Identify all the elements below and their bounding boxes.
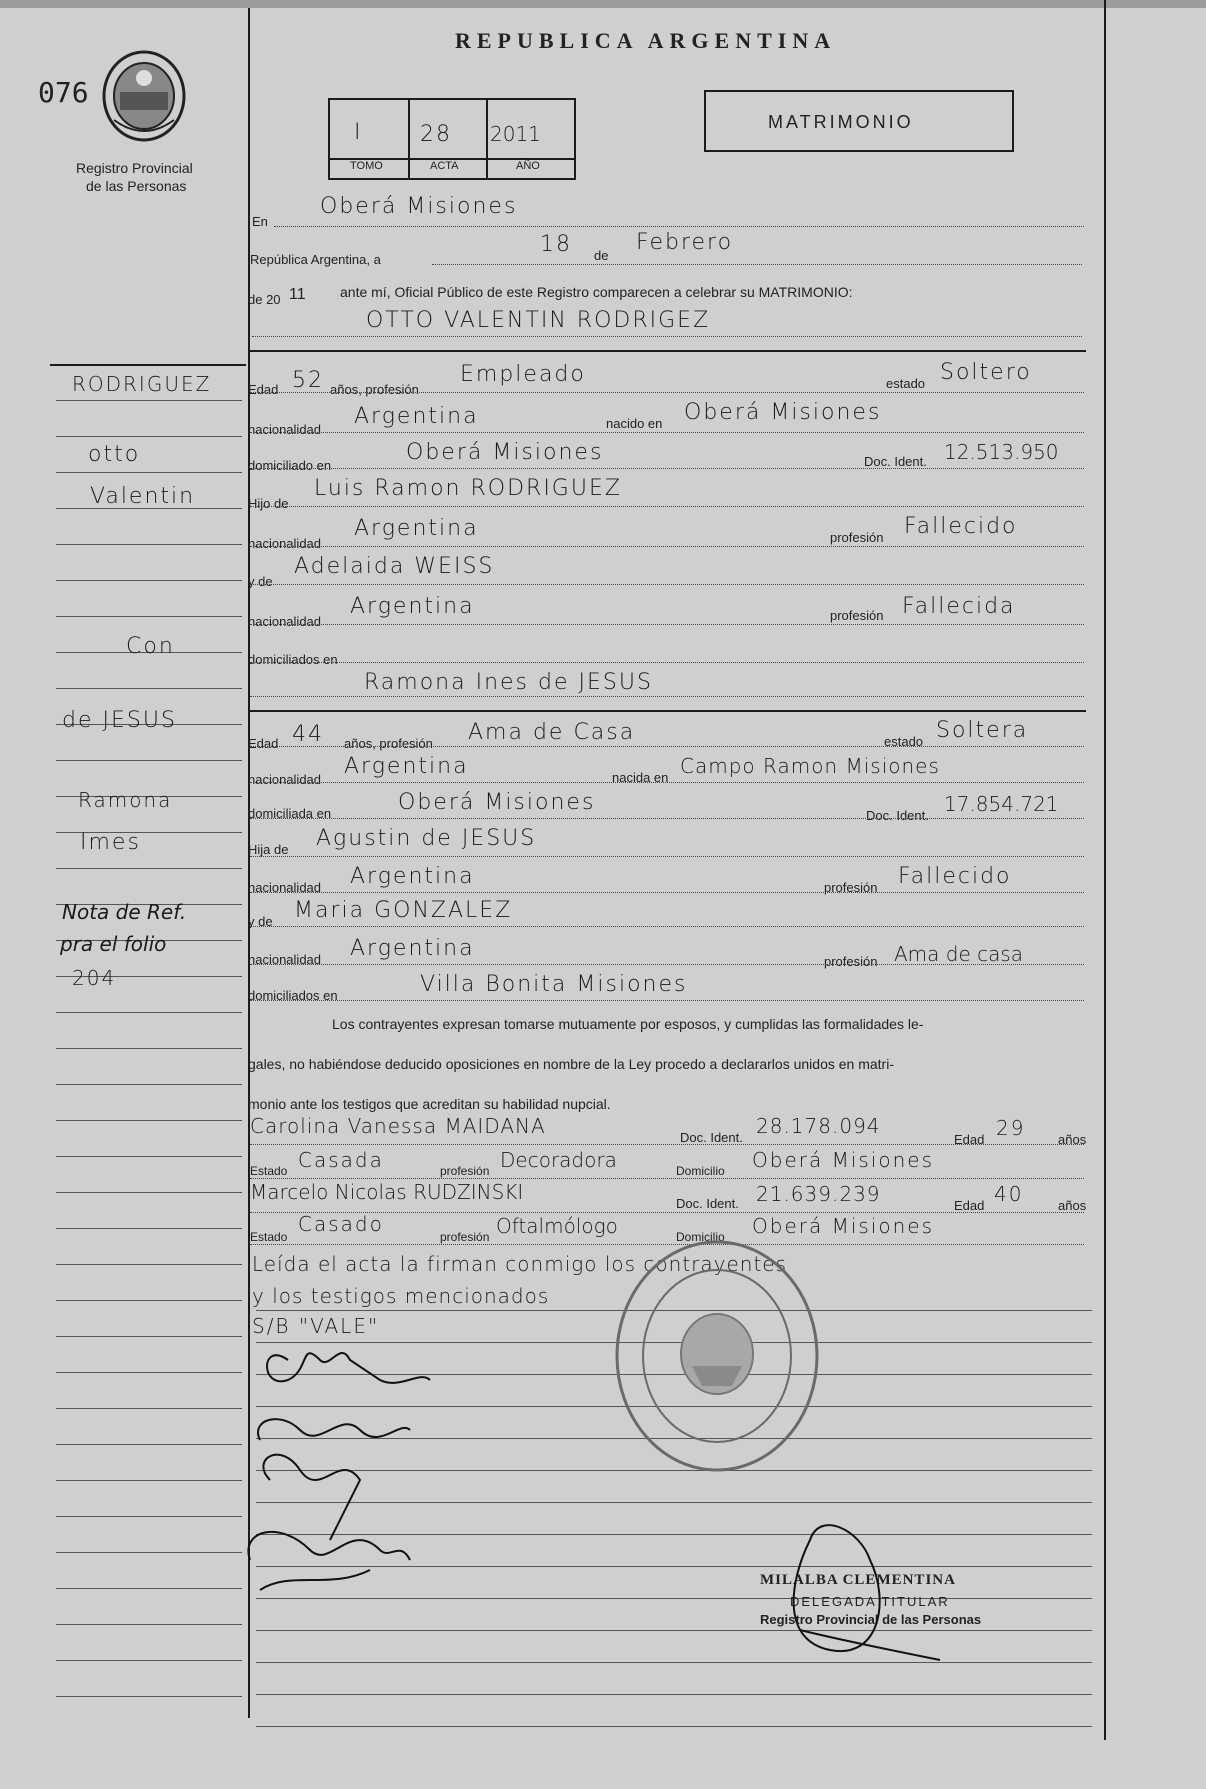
provincial-seal-icon — [100, 46, 188, 146]
de-label: de — [594, 248, 609, 263]
groom-yde-label: y de — [248, 574, 273, 589]
margin-note-1: Nota de Ref. — [62, 900, 187, 924]
margin-de-jesus: de JESUS — [62, 708, 177, 733]
declaration-line-1: Los contrayentes expresan tomarse mutuamente por esposos, y cumplidas las formalidades le- — [332, 1016, 924, 1032]
witness2-estado-label: Estado — [250, 1230, 288, 1244]
margin-surname: RODRIGUEZ — [72, 372, 212, 396]
witness1-estado-label: Estado — [250, 1164, 288, 1178]
bride-madre-nac: Argentina — [350, 936, 475, 961]
witness2-profesion: Oftalmólogo — [496, 1214, 618, 1238]
witness1-anos-label: años — [1058, 1132, 1087, 1147]
margin-ruled-line — [56, 1336, 242, 1337]
margin-ruled-line — [56, 1624, 242, 1625]
bride-hija-label: Hija de — [248, 842, 289, 857]
witness1-domicilio-label: Domicilio — [676, 1164, 725, 1178]
groom-padre-prof: Fallecido — [904, 514, 1018, 539]
margin-con: Con — [126, 634, 175, 659]
bride-domiciliados-label: domiciliados en — [248, 988, 338, 1003]
bride-edad: 44 — [292, 722, 324, 747]
closing-line-2: y los testigos mencionados — [252, 1284, 550, 1308]
groom-profesion-label: años, profesión — [330, 382, 419, 397]
bride-doc-label: Doc. Ident. — [866, 808, 929, 823]
page-top-edge — [0, 0, 1206, 8]
margin-ruled-line — [56, 1228, 242, 1229]
groom-edad: 52 — [292, 368, 324, 393]
groom-padre: Luis Ramon RODRIGUEZ — [314, 476, 622, 501]
groom-doc: 12.513.950 — [944, 440, 1059, 464]
margin-ruled-line — [56, 1588, 242, 1589]
bride-nac-label: nacionalidad — [248, 772, 322, 787]
groom-nac-label: nacionalidad — [248, 422, 322, 437]
margin-ruled-line — [56, 400, 242, 401]
margin-ruled-line — [56, 1264, 242, 1265]
margin-note-2: pra el folio — [60, 932, 167, 956]
witness2-doc-label: Doc. Ident. — [676, 1196, 739, 1211]
bride-dom-label: domiciliada en — [248, 806, 332, 821]
bride-nacida-label: nacida en — [612, 770, 669, 785]
margin-ruled-line — [56, 1084, 242, 1085]
groom-madre-prof-label: profesión — [830, 608, 884, 623]
officer-name: MILALBA CLEMENTINA — [760, 1572, 956, 1588]
tomo-value: I — [354, 120, 363, 145]
ano-value: 2011 — [490, 122, 541, 146]
acta-label: ACTA — [430, 160, 459, 172]
marriage-place: Oberá Misiones — [320, 194, 518, 219]
witness2-prof-label: profesión — [440, 1230, 490, 1244]
groom-doc-label: Doc. Ident. — [864, 454, 927, 469]
margin-ruled-line — [56, 1516, 242, 1517]
declaration-line-3: monio ante los testigos que acreditan su habilidad nupcial. — [248, 1096, 611, 1112]
declaration-line-2: gales, no habiéndose deducido oposiciones en nombre de la Ley procedo a declararlos unidos en matri- — [248, 1056, 894, 1072]
margin-ruled-line — [56, 472, 242, 473]
witness2-edad-label: Edad — [954, 1198, 985, 1213]
witness1-edad: 29 — [996, 1116, 1026, 1140]
closing-line-3: S/B "VALE" — [252, 1314, 380, 1338]
bride-nacionalidad: Argentina — [344, 754, 469, 779]
margin-ines: Imes — [80, 830, 141, 855]
bride-profesion: Ama de Casa — [468, 720, 636, 745]
republica-label: República Argentina, a — [250, 252, 381, 267]
groom-padre-nac-label: nacionalidad — [248, 536, 322, 551]
bride-section-rule — [250, 710, 1086, 712]
groom-padre-nac: Argentina — [354, 516, 479, 541]
margin-ruled-line — [56, 688, 242, 689]
officer-signature — [760, 1500, 960, 1670]
groom-madre-nac: Argentina — [350, 594, 475, 619]
bride-yde-label: y de — [248, 914, 273, 929]
bride-madre-nac-label: nacionalidad — [248, 952, 322, 967]
groom-domiciliados-label: domiciliados en — [248, 652, 338, 667]
groom-dom-label: domiciliado en — [248, 458, 332, 473]
margin-ruled-line — [56, 580, 242, 581]
margin-ramona: Ramona — [78, 788, 173, 812]
groom-edad-label: Edad — [248, 382, 279, 397]
record-type-box — [704, 90, 1014, 152]
body-ruled-line — [256, 1662, 1092, 1663]
record-type: MATRIMONIO — [768, 112, 914, 132]
groom-madre: Adelaida WEISS — [294, 554, 495, 579]
official-stamp — [612, 1236, 822, 1476]
groom-full-name: OTTO VALENTIN RODRIGEZ — [366, 308, 711, 333]
margin-ruled-line — [56, 436, 242, 437]
groom-estado: Soltero — [940, 360, 1032, 385]
margin-ruled-line — [56, 1300, 242, 1301]
margin-ruled-line — [56, 1372, 242, 1373]
bride-profesion-label: años, profesión — [344, 736, 433, 751]
witness2-doc: 21.639.239 — [756, 1182, 881, 1206]
groom-madre-nac-label: nacionalidad — [248, 614, 322, 629]
marriage-month: Febrero — [636, 230, 734, 255]
officer-office: Registro Provincial de las Personas — [760, 1612, 982, 1627]
margin-ruled-line — [56, 760, 242, 761]
bride-padre-nac-label: nacionalidad — [248, 880, 322, 895]
bride-doc: 17.854.721 — [944, 792, 1059, 816]
en-label: En — [252, 214, 268, 229]
groom-section-rule — [250, 350, 1086, 352]
witness2-name: Marcelo Nicolas RUDZINSKI — [250, 1180, 524, 1204]
margin-ruled-line — [56, 1156, 242, 1157]
witness1-domicilio: Oberá Misiones — [752, 1148, 935, 1172]
margin-ruled-line — [56, 1480, 242, 1481]
groom-padre-prof-label: profesión — [830, 530, 884, 545]
witness1-edad-label: Edad — [954, 1132, 985, 1147]
margin-ruled-line — [56, 544, 242, 545]
margin-ruled-line — [56, 1012, 242, 1013]
margin-given2: Valentin — [90, 484, 196, 509]
acta-value: 28 — [420, 122, 452, 147]
margin-ruled-line — [56, 616, 242, 617]
folio-number: 076 — [38, 76, 89, 109]
witness2-domicilio-label: Domicilio — [676, 1230, 725, 1244]
ante-text: ante mí, Oficial Público de este Registro comparecen a celebrar su MATRIMONIO: — [340, 284, 853, 300]
margin-ruled-line — [56, 868, 242, 869]
margin-ruled-line — [56, 1444, 242, 1445]
groom-nacionalidad: Argentina — [354, 404, 479, 429]
groom-nacido-label: nacido en — [606, 416, 663, 431]
bride-domiciliada: Oberá Misiones — [398, 790, 596, 815]
witness1-doc: 28.178.094 — [756, 1114, 881, 1138]
margin-given1: otto — [88, 442, 141, 467]
witness1-profesion: Decoradora — [500, 1148, 617, 1172]
bride-domiciliados: Villa Bonita Misiones — [420, 972, 688, 997]
bride-nacida: Campo Ramon Misiones — [680, 754, 940, 778]
body-ruled-line — [256, 1694, 1092, 1695]
bride-edad-label: Edad — [248, 736, 279, 751]
margin-note-3: 204 — [72, 966, 117, 990]
bride-full-name: Ramona Ines de JESUS — [364, 670, 653, 695]
groom-madre-prof: Fallecida — [902, 594, 1016, 619]
registry-name-1: Registro Provincial — [76, 160, 193, 176]
groom-domiciliado: Oberá Misiones — [406, 440, 604, 465]
margin-ruled-line — [56, 1552, 242, 1553]
witness2-edad: 40 — [994, 1182, 1024, 1206]
margin-ruled-line — [56, 1120, 242, 1121]
registry-name-2: de las Personas — [86, 178, 187, 194]
bride-estado-label: estado — [884, 734, 924, 749]
bride-estado: Soltera — [936, 718, 1029, 743]
margin-ruled-line — [56, 1696, 242, 1697]
witness1-doc-label: Doc. Ident. — [680, 1130, 743, 1145]
witness1-estado: Casada — [298, 1148, 384, 1172]
witness1-name: Carolina Vanessa MAIDANA — [250, 1114, 546, 1138]
margin-ruled-line — [56, 1048, 242, 1049]
officer-title: DELEGADA TITULAR — [790, 1594, 950, 1609]
groom-nacido: Oberá Misiones — [684, 400, 882, 425]
witness2-anos-label: años — [1058, 1198, 1087, 1213]
right-margin-rule — [1104, 0, 1106, 1740]
witness1-prof-label: profesión — [440, 1164, 490, 1178]
bride-madre-prof: Ama de casa — [894, 942, 1024, 966]
closing-line-1: Leída el acta la firman conmigo los contrayentes — [252, 1252, 788, 1276]
signatures — [240, 1320, 460, 1620]
de20-label: de 20 — [248, 292, 281, 307]
margin-rule-top — [50, 364, 246, 366]
body-ruled-line — [256, 1630, 1092, 1631]
groom-estado-label: estado — [886, 376, 926, 391]
groom-hijo-label: Hijo de — [248, 496, 289, 511]
tomo-label: TOMO — [350, 160, 383, 172]
ano-label: AÑO — [516, 160, 540, 172]
margin-ruled-line — [56, 1192, 242, 1193]
body-ruled-line — [256, 1726, 1092, 1727]
bride-padre-prof-label: profesión — [824, 880, 878, 895]
bride-madre-prof-label: profesión — [824, 954, 878, 969]
bride-padre-prof: Fallecido — [898, 864, 1012, 889]
margin-ruled-line — [56, 1408, 242, 1409]
bride-padre-nac: Argentina — [350, 864, 475, 889]
marriage-day: 18 — [540, 232, 572, 257]
bride-padre: Agustin de JESUS — [316, 826, 537, 851]
witness2-domicilio: Oberá Misiones — [752, 1214, 935, 1238]
country-title: REPUBLICA ARGENTINA — [455, 28, 837, 53]
year-suffix: 11 — [289, 286, 306, 303]
record-id-box — [328, 98, 576, 180]
margin-ruled-line — [56, 1660, 242, 1661]
bride-madre: Maria GONZALEZ — [294, 898, 513, 923]
witness2-estado: Casado — [298, 1212, 384, 1236]
groom-profesion: Empleado — [460, 362, 586, 387]
